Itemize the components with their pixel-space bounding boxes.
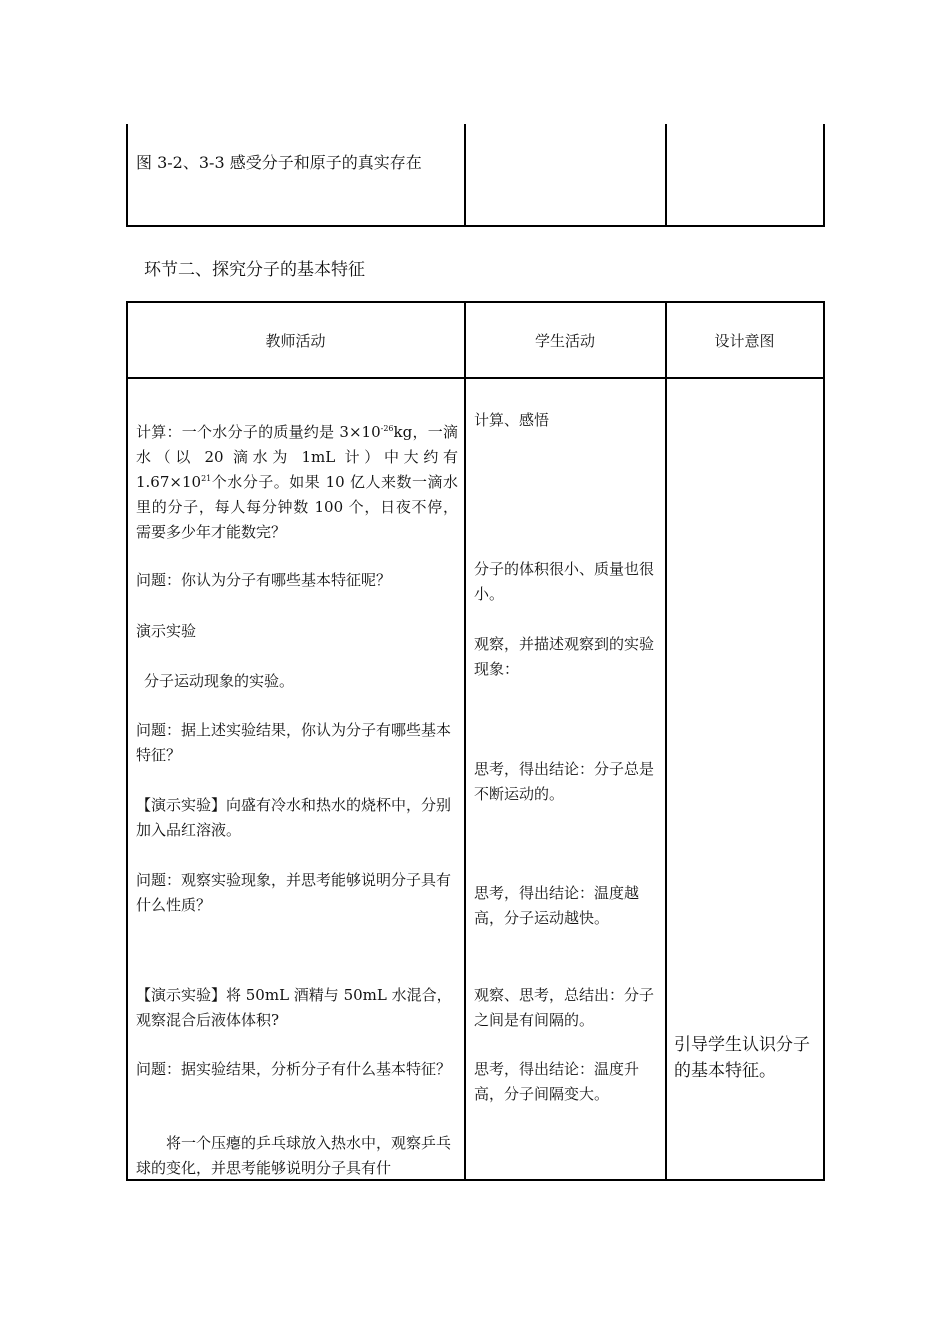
teacher-question-1: 问题：你认为分子有哪些基本特征呢？ [136, 571, 392, 589]
student-activity-3: 观察，并描述观察到的实验现象： [474, 635, 655, 678]
header-student-activity: 学生活动 [534, 332, 595, 350]
teacher-question-2: 问题：据上述实验结果，你认为分子有哪些基本特征？ [136, 721, 452, 764]
design-intent-text: 引导学生认识分子的基本特征。 [674, 1035, 810, 1081]
top-table-border-left [126, 124, 128, 227]
teacher-pingpong-experiment: 将一个压瘪的乒乓球放入热水中，观察乒乓球的变化，并思考能够说明分子具有什 [136, 1134, 452, 1177]
teacher-question-3: 问题：观察实验现象，并思考能够说明分子具有什么性质？ [136, 871, 452, 914]
header-row-divider [127, 377, 824, 379]
calc-exponent-1: -26 [380, 424, 394, 433]
top-table-cell-text: 图 3-2、3-3 感受分子和原子的真实存在 [136, 153, 422, 172]
student-activity-6: 观察、思考，总结出：分子之间是有间隔的。 [474, 986, 655, 1029]
student-activity-1: 计算、感悟 [474, 411, 550, 429]
student-activity-5: 思考，得出结论：温度越高，分子运动越快。 [474, 884, 640, 927]
header-teacher-activity: 教师活动 [265, 332, 326, 350]
teacher-demo-label: 演示实验 [136, 622, 197, 640]
student-activity-2: 分子的体积很小、质量也很小。 [474, 560, 655, 603]
top-table-divider-2 [665, 124, 667, 227]
header-design-intent: 设计意图 [714, 332, 775, 350]
teacher-experiment-2: 【演示实验】向盛有冷水和热水的烧杯中，分别加入品红溶液。 [136, 796, 452, 839]
top-table-border-bottom [126, 225, 825, 227]
section-title: 环节二、探究分子的基本特征 [144, 260, 365, 280]
teacher-demo-description: 分子运动现象的实验。 [144, 672, 295, 690]
student-activity-4: 思考，得出结论：分子总是不断运动的。 [474, 760, 655, 803]
teacher-question-4: 问题：据实验结果，分析分子有什么基本特征？ [136, 1060, 452, 1078]
student-activity-7: 思考，得出结论：温度升高，分子间隔变大。 [474, 1060, 640, 1103]
teacher-experiment-3: 【演示实验】将 50mL 酒精与 50mL 水混合，观察混合后液体体积? [136, 986, 452, 1029]
teacher-calculation [136, 420, 458, 545]
calc-middle: kg，一滴水（以 20 滴水为 1mL 计）中大约有 1.67×10 [136, 423, 458, 491]
column-divider-2 [665, 302, 667, 1180]
calc-prefix: 计算：一个水分子的质量约是 3×10 [136, 423, 381, 441]
top-table-divider-1 [464, 124, 466, 227]
calc-rest: 个水分子。如果 10 亿人来数一滴水里的分子，每人每分钟数 100 个，日夜不停，需要多少年才能数完？ [136, 473, 458, 541]
top-table-border-right [823, 124, 825, 227]
calc-exponent-2: 21 [201, 474, 212, 483]
column-divider-1 [464, 302, 466, 1180]
